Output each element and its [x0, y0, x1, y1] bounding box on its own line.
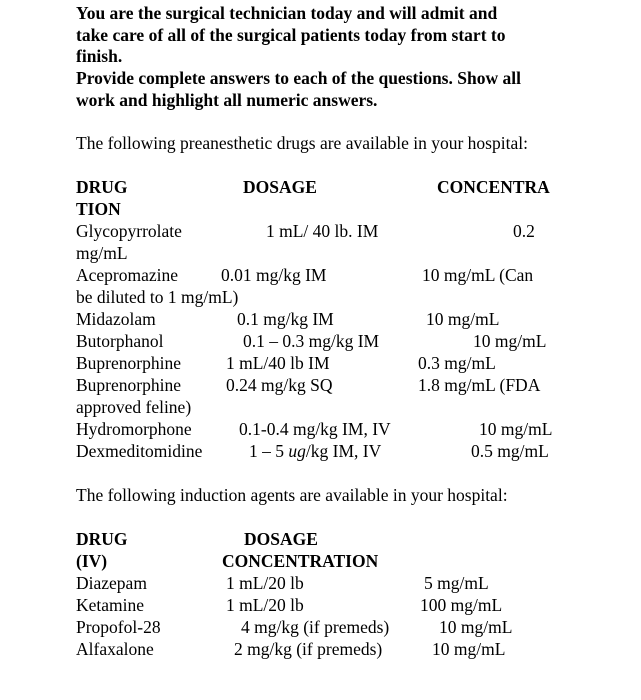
pre-row-dosage: 0.24 mg/kg SQ [226, 375, 333, 395]
intro-line-3: finish. [76, 46, 123, 66]
ind-row-drug: Diazepam [76, 573, 147, 593]
pre-row-drug: Butorphanol [76, 331, 164, 351]
pre-row-drug: Buprenorphine [76, 375, 181, 395]
induction-heading: The following induction agents are available in your hospital: [76, 485, 508, 505]
ind-row-concentration: 10 mg/mL [439, 617, 513, 637]
pre-row-drug: Dexmeditomidine [76, 441, 203, 461]
pre-row-concentration: 10 mg/mL [473, 331, 547, 351]
pre-row-concentration: 0.5 mg/mL [471, 441, 549, 461]
ind-row-dosage: 4 mg/kg (if premeds) [241, 617, 390, 637]
ind-row-drug: Ketamine [76, 595, 145, 615]
pre-row-dosage: 1 mL/ 40 lb. IM [266, 221, 379, 241]
pre-row-drug: Acepromazine [76, 265, 179, 285]
ind-row-drug: Propofol-28 [76, 617, 161, 637]
pre-row-wrap: approved feline) [76, 397, 192, 417]
pre-row-drug: Buprenorphine [76, 353, 181, 373]
pre-row-dosage: 0.1 mg/kg IM [237, 309, 334, 329]
ind-header-route: (IV) [76, 551, 108, 571]
pre-row-concentration: 0.3 mg/mL [418, 353, 496, 373]
dosage-unit: ug [288, 441, 306, 461]
ind-row-concentration: 10 mg/mL [432, 639, 506, 659]
pre-row-drug: Midazolam [76, 309, 156, 329]
pre-row-drug: Glycopyrrolate [76, 221, 182, 241]
intro-line-5: work and highlight all numeric answers. [76, 90, 378, 110]
ind-row-drug: Alfaxalone [76, 639, 154, 659]
pre-row-dosage: 0.01 mg/kg IM [221, 265, 327, 285]
pre-row-concentration: 0.2 [513, 221, 535, 241]
ind-row-concentration: 100 mg/mL [420, 595, 503, 615]
pre-row-wrap: mg/mL [76, 243, 128, 263]
ind-row-dosage: 2 mg/kg (if premeds) [234, 639, 383, 659]
ind-header-drug: DRUG [76, 529, 128, 549]
dosage-route: /kg IM, IV [305, 441, 382, 461]
preanesthetic-heading: The following preanesthetic drugs are available in your hospital: [76, 133, 528, 153]
pre-header-concentration: CONCENTRA [437, 177, 550, 197]
pre-header-concentration-wrap: TION [76, 199, 121, 219]
pre-header-dosage: DOSAGE [243, 177, 317, 197]
intro-line-4: Provide complete answers to each of the questions. Show all [76, 68, 521, 88]
ind-header-concentration: CONCENTRATION [222, 551, 379, 571]
pre-row-concentration: 10 mg/mL [479, 419, 553, 439]
pre-row-dosage: 1 mL/40 lb IM [226, 353, 330, 373]
pre-row-concentration: 10 mg/mL [426, 309, 500, 329]
pre-header-drug: DRUG [76, 177, 128, 197]
pre-row-drug: Hydromorphone [76, 419, 192, 439]
ind-row-concentration: 5 mg/mL [424, 573, 489, 593]
ind-row-dosage: 1 mL/20 lb [226, 595, 304, 615]
pre-row-dosage: 0.1-0.4 mg/kg IM, IV [239, 419, 391, 439]
dosage-range: 1 – 5 [249, 441, 289, 461]
pre-row-concentration: 1.8 mg/mL (FDA [418, 375, 541, 395]
intro-line-2: take care of all of the surgical patients today from start to [76, 25, 506, 45]
intro-line-1: You are the surgical technician today and will admit and [76, 3, 498, 23]
pre-row-concentration: 10 mg/mL (Can [422, 265, 534, 285]
pre-row-dosage: 0.1 – 0.3 mg/kg IM [243, 331, 380, 351]
pre-row-dosage [249, 440, 381, 462]
ind-header-dosage: DOSAGE [244, 529, 318, 549]
ind-row-dosage: 1 mL/20 lb [226, 573, 304, 593]
pre-row-wrap: be diluted to 1 mg/mL) [76, 287, 239, 307]
